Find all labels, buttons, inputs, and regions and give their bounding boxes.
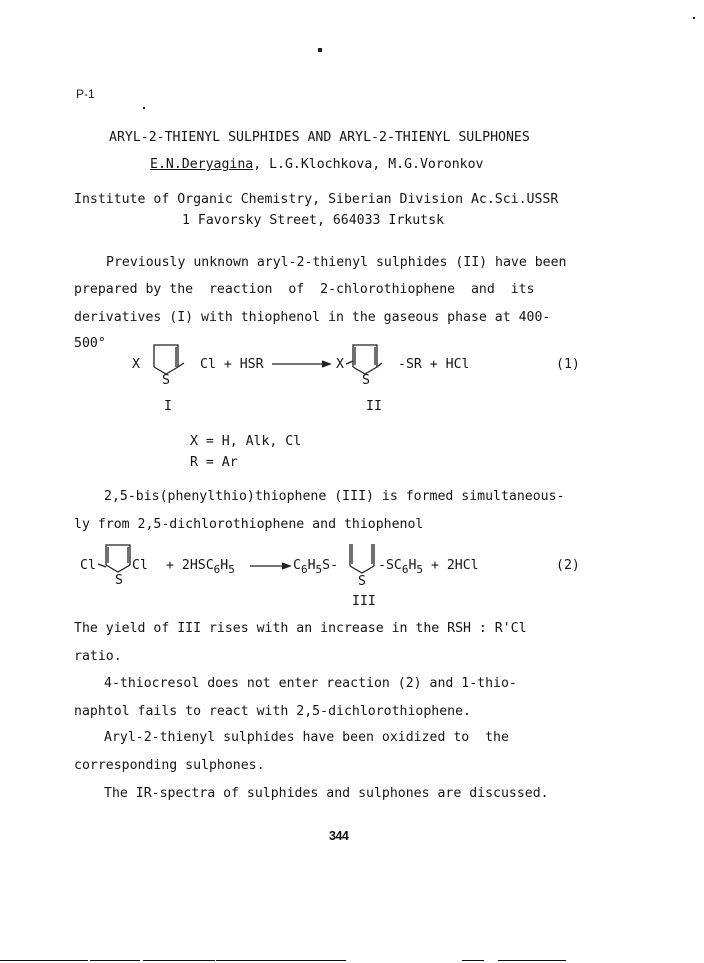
affiliation-line-1: Institute of Organic Chemistry, Siberian Division Ac.Sci.USSR [74, 192, 559, 207]
paragraph-4-line-2: naphtol fails to react with 2,5-dichlorothiophene. [74, 704, 471, 719]
scan-edge-line [90, 960, 140, 961]
page-number: 344 [329, 829, 349, 843]
eq1-left-substituent: X [132, 357, 140, 372]
eq2-ring-sulfur: S [358, 574, 366, 589]
scan-edge-line [0, 960, 88, 961]
eq1-label-left: I [164, 399, 172, 414]
scan-edge-line [462, 960, 484, 961]
eq2-product-h: H [307, 558, 316, 573]
paragraph-2-line-1: 2,5-bis(phenylthio)thiophene (III) is formed simultaneous- [104, 489, 565, 504]
eq1-number: (1) [556, 357, 580, 372]
eq2-reagent [166, 558, 235, 574]
eq1-definition-x: X = H, Alk, Cl [190, 434, 302, 449]
paragraph-3-line-2: ratio. [74, 649, 122, 664]
subscript: 6 [213, 563, 221, 576]
paragraph-1-line-3: derivatives (I) with thiophenol in the gaseous phase at 400- [74, 310, 551, 325]
paragraph-6-line-1: The IR-spectra of sulphides and sulphones are discussed. [104, 786, 549, 801]
scan-edge-line [498, 960, 566, 961]
paragraph-1-line-4: 500° [74, 336, 106, 351]
eq2-reagent-prefix: + 2HSC [166, 558, 214, 573]
affiliation-line-2: 1 Favorsky Street, 664033 Irkutsk [182, 213, 445, 228]
co-authors: , L.G.Klochkova, M.G.Voronkov [253, 157, 484, 172]
eq2-left-chlorine-2: Cl [132, 558, 148, 573]
eq2-tail-h: H [408, 558, 417, 573]
subscript: 5 [315, 563, 323, 576]
paragraph-4-line-1: 4-thiocresol does not enter reaction (2) and 1-thio- [104, 676, 517, 691]
eq2-label: III [352, 594, 376, 609]
eq1-right-ring-sulfur: S [362, 373, 370, 388]
paragraph-1-line-2: prepared by the reaction of 2-chlorothiophene and its [74, 282, 535, 297]
eq2-product-tail [378, 558, 479, 574]
presenting-author: E.N.Deryagina [150, 157, 254, 172]
paragraph-5-line-1: Aryl-2-thienyl sulphides have been oxidized to the [104, 730, 509, 745]
paper-title: ARYL-2-THIENYL SULPHIDES AND ARYL-2-THIENYL SULPHONES [109, 130, 530, 145]
eq2-left-chlorine: Cl [80, 558, 96, 573]
reaction-arrow-icon [272, 360, 334, 370]
eq1-left-ring-sulfur: S [162, 373, 170, 388]
eq2-tail-prefix: -SC [378, 558, 402, 573]
page-code: P-1 [76, 87, 95, 101]
subscript: 5 [416, 563, 424, 576]
paragraph-3-line-1: The yield of III rises with an increase in the RSH : R'Cl [74, 621, 527, 636]
eq2-tail-rest: + 2HCl [430, 558, 479, 573]
thiophene-ring-icon [346, 343, 406, 375]
subscript: 5 [228, 563, 235, 576]
paragraph-2-line-2: ly from 2,5-dichlorothiophene and thiophenol [74, 517, 424, 532]
eq2-number: (2) [556, 558, 580, 573]
eq2-product-s-link: S- [322, 558, 339, 573]
scan-speck [318, 48, 322, 52]
scan-edge-line [216, 960, 346, 961]
paragraph-1-line-1: Previously unknown aryl-2-thienyl sulphides (II) have been [106, 255, 567, 270]
eq2-left-ring-sulfur: S [115, 573, 123, 588]
eq1-left-after: Cl + HSR [200, 357, 264, 372]
eq1-label-right: II [366, 399, 382, 414]
eq2-reagent-h: H [220, 558, 229, 573]
scan-edge-line [143, 960, 215, 961]
subscript: 6 [300, 563, 308, 576]
paragraph-5-line-2: corresponding sulphones. [74, 758, 265, 773]
authors [150, 157, 483, 173]
scan-speck [143, 107, 145, 109]
eq2-product-left [293, 558, 338, 574]
eq1-definition-r: R = Ar [190, 455, 238, 470]
eq2-product-c: C [293, 558, 301, 573]
subscript: 6 [401, 563, 409, 576]
eq1-right-substituent: X [336, 357, 344, 372]
reaction-arrow-icon [250, 562, 294, 572]
scan-speck [693, 17, 695, 19]
eq1-right-after: -SR + HCl [398, 357, 470, 372]
